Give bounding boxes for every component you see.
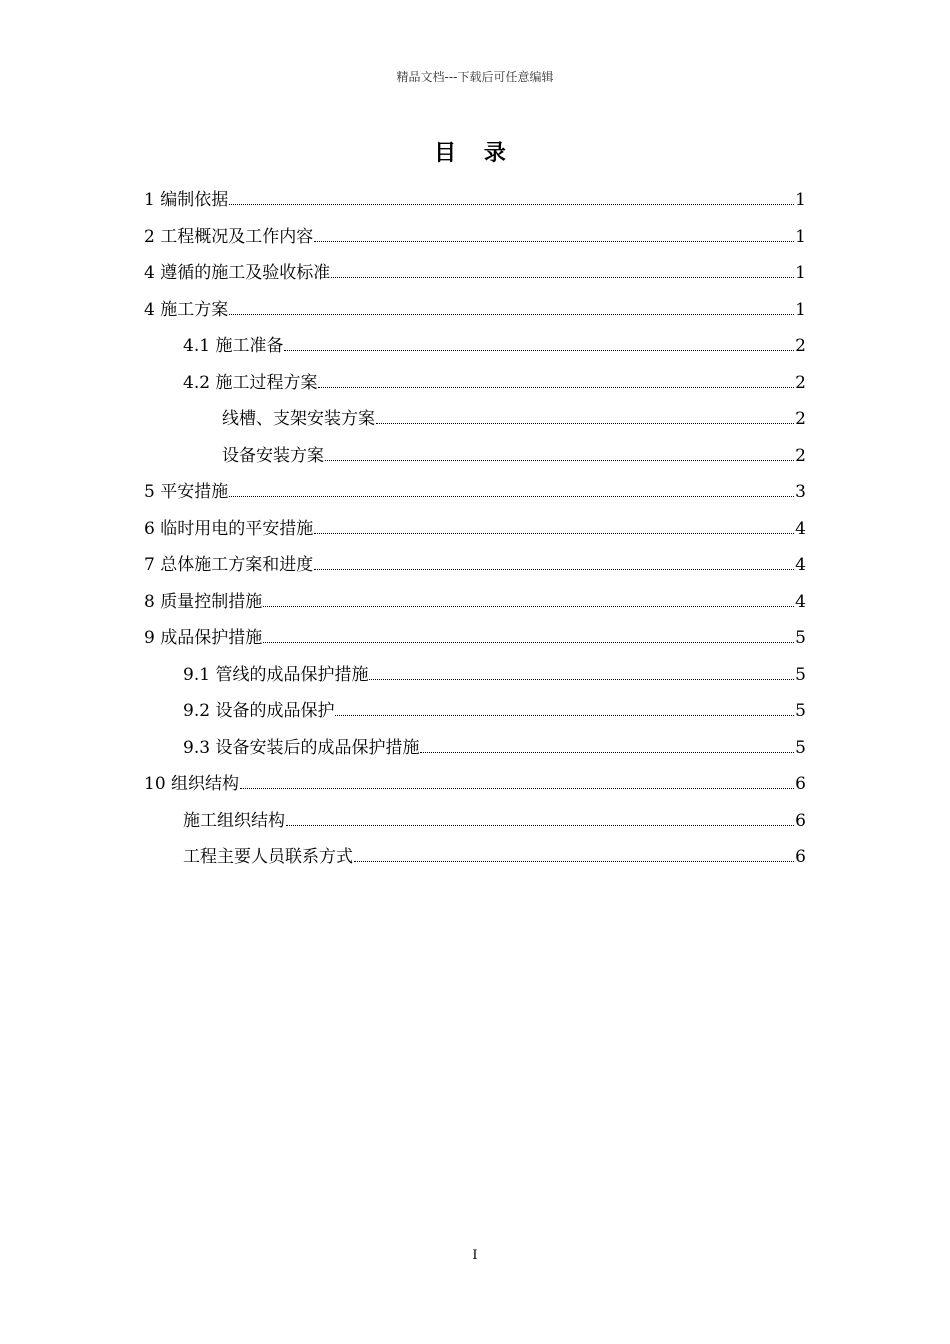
toc-entry[interactable]: [144, 369, 806, 406]
toc-dot-leader: [240, 788, 794, 789]
toc-entry-page: 5: [795, 701, 806, 721]
toc-entry-label: 6 临时用电的平安措施: [144, 518, 314, 539]
toc-entry-page: 6: [795, 847, 806, 867]
toc-entry[interactable]: [144, 807, 806, 844]
toc-entry-label: 4 遵循的施工及验收标准: [144, 263, 331, 283]
toc-entry-page: 2: [795, 336, 806, 356]
toc-entry-page: 4: [795, 555, 806, 575]
toc-entry[interactable]: [144, 186, 806, 223]
toc-entry[interactable]: [144, 296, 806, 333]
toc-entry-label: 9 成品保护措施: [144, 628, 263, 648]
toc-entry-label: 8 质量控制措施: [144, 591, 263, 612]
toc-entry[interactable]: [144, 478, 806, 515]
toc-entry-page: 6: [795, 810, 806, 831]
toc-dot-leader: [354, 861, 794, 862]
toc-entry-page: 3: [795, 482, 806, 502]
toc-entry[interactable]: [144, 223, 806, 260]
toc-entry[interactable]: [144, 515, 806, 552]
page-header: 精品文档---下载后可任意编辑: [396, 70, 554, 84]
toc-entry-label: 1 编制依据: [144, 190, 229, 210]
toc-entry-label: 9.3 设备安装后的成品保护措施: [183, 737, 420, 758]
toc-dot-leader: [420, 752, 794, 753]
toc-entry-page: 5: [795, 737, 806, 758]
toc-entry-label: 线槽、支架安装方案: [222, 409, 375, 429]
toc-entry[interactable]: [144, 770, 806, 807]
toc-dot-leader: [331, 277, 794, 278]
toc-entry[interactable]: [144, 697, 806, 734]
toc-entry-page: 1: [795, 299, 806, 320]
toc-entry-page: 1: [795, 226, 806, 247]
toc-entry-page: 5: [795, 628, 806, 648]
toc-entry-label: 2 工程概况及工作内容: [144, 226, 314, 247]
toc-entry[interactable]: [144, 661, 806, 698]
toc-entry[interactable]: [144, 405, 806, 442]
toc-dot-leader: [286, 825, 794, 826]
page-title: 目 录: [434, 141, 516, 166]
toc-entry-page: 5: [795, 664, 806, 685]
toc-entry[interactable]: [144, 588, 806, 625]
toc-entry[interactable]: [144, 551, 806, 588]
toc-entry-page: 1: [795, 190, 806, 210]
toc-entry-label: 施工组织结构: [183, 810, 285, 831]
toc-dot-leader: [335, 715, 794, 716]
toc-entry-page: 2: [795, 409, 806, 429]
toc-entry[interactable]: [144, 259, 806, 296]
table-of-contents: [144, 186, 806, 880]
toc-entry[interactable]: [144, 843, 806, 880]
toc-dot-leader: [229, 204, 794, 205]
toc-entry-page: 2: [795, 445, 806, 466]
toc-dot-leader: [318, 387, 794, 388]
toc-entry[interactable]: [144, 332, 806, 369]
toc-dot-leader: [284, 350, 794, 351]
toc-entry-label: 5 平安措施: [144, 482, 229, 502]
toc-dot-leader: [263, 642, 794, 643]
toc-entry-page: 4: [795, 591, 806, 612]
toc-dot-leader: [314, 533, 794, 534]
toc-dot-leader: [369, 679, 794, 680]
toc-entry-label: 4 施工方案: [144, 299, 229, 320]
toc-entry-page: 2: [795, 372, 806, 393]
toc-entry-label: 工程主要人员联系方式: [183, 847, 353, 867]
toc-entry-label: 9.1 管线的成品保护措施: [183, 664, 369, 685]
toc-dot-leader: [229, 496, 794, 497]
toc-entry-label: 4.2 施工过程方案: [183, 372, 318, 393]
toc-dot-leader: [376, 423, 794, 424]
toc-entry-label: 设备安装方案: [222, 445, 324, 466]
toc-dot-leader: [314, 569, 794, 570]
toc-dot-leader: [314, 241, 794, 242]
toc-dot-leader: [325, 460, 794, 461]
toc-entry[interactable]: [144, 442, 806, 479]
toc-entry-label: 7 总体施工方案和进度: [144, 555, 314, 575]
toc-dot-leader: [229, 314, 794, 315]
toc-entry-label: 10 组织结构: [144, 774, 240, 794]
toc-dot-leader: [263, 606, 794, 607]
page-number: I: [472, 1248, 478, 1263]
toc-entry[interactable]: [144, 734, 806, 771]
toc-entry-page: 1: [795, 263, 806, 283]
toc-entry-page: 6: [795, 774, 806, 794]
toc-entry-label: 4.1 施工准备: [183, 336, 284, 356]
toc-entry[interactable]: [144, 624, 806, 661]
toc-entry-page: 4: [795, 518, 806, 539]
toc-entry-label: 9.2 设备的成品保护: [183, 701, 335, 721]
